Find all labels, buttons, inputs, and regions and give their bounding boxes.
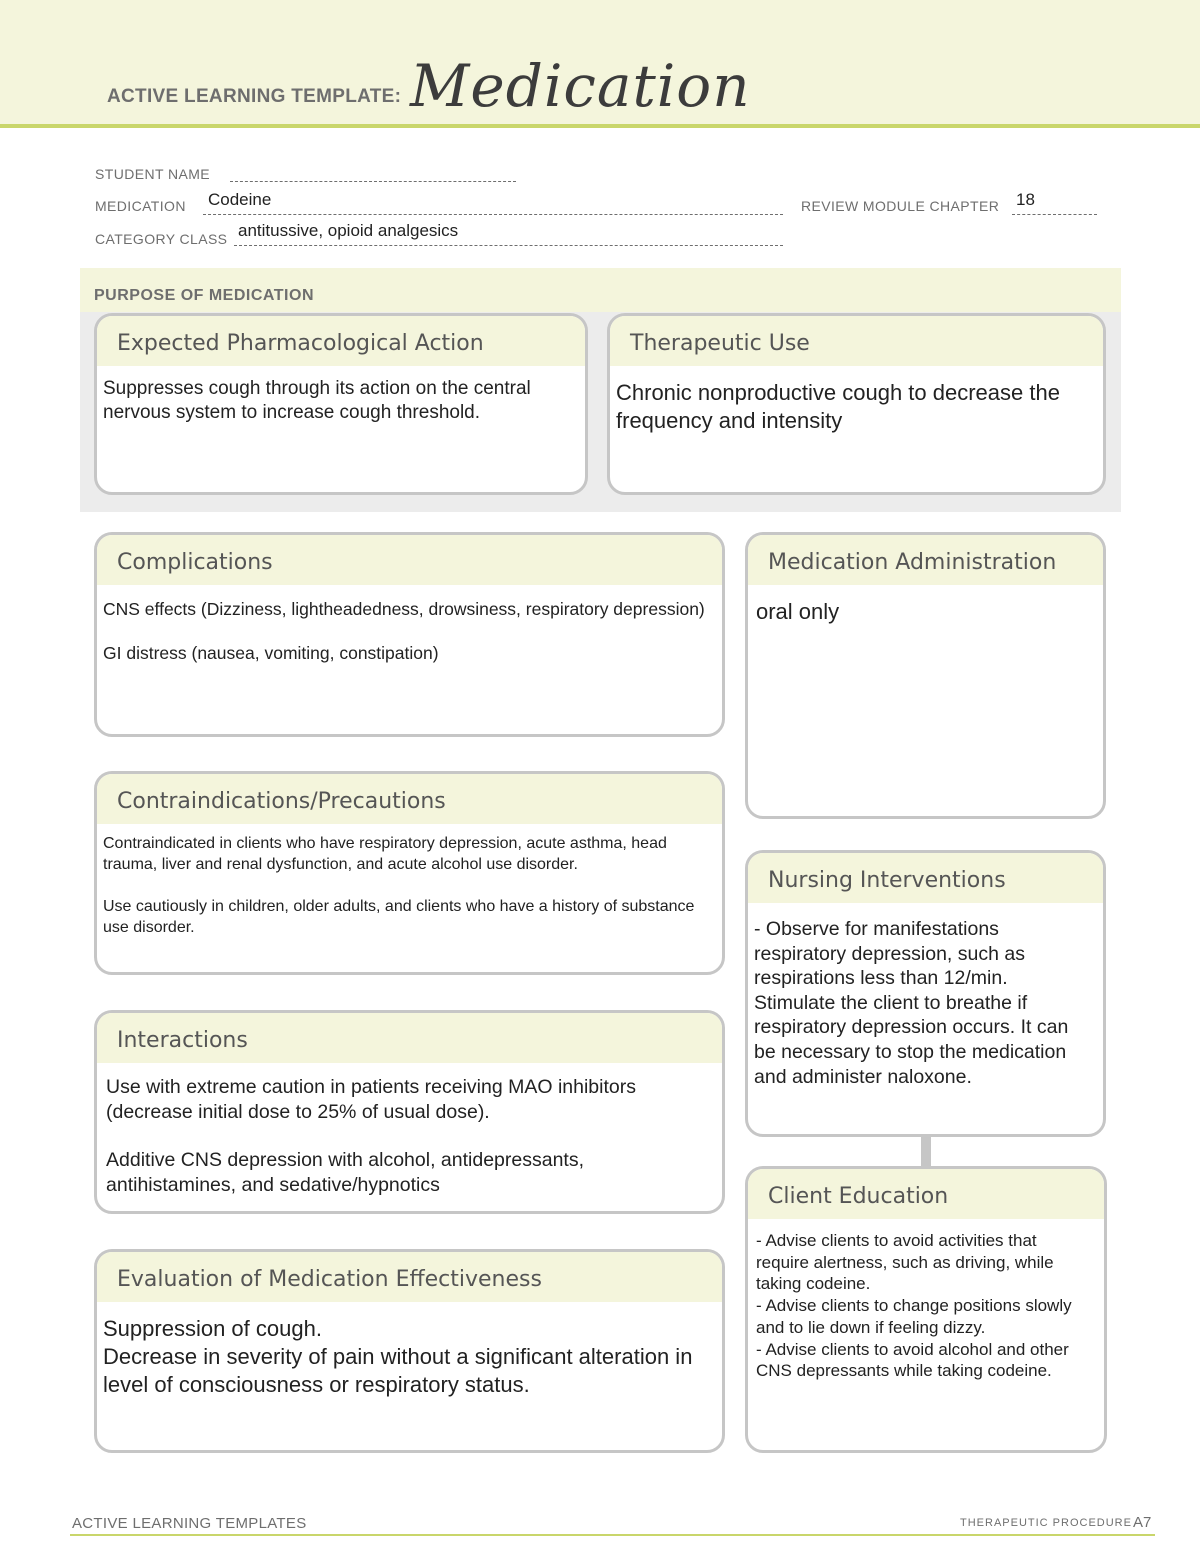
purpose-title: PURPOSE OF MEDICATION bbox=[94, 287, 314, 304]
category-label: CATEGORY CLASS bbox=[95, 231, 228, 247]
review-module-label: REVIEW MODULE CHAPTER bbox=[801, 198, 1000, 214]
evaluation-title: Evaluation of Medication Effectiveness bbox=[97, 1252, 722, 1302]
therapeutic-use-box bbox=[607, 313, 1106, 495]
student-name-line[interactable] bbox=[230, 181, 516, 182]
expected-action-box bbox=[94, 313, 588, 495]
client-education-text-2[interactable]: - Advise clients to change positions slowly and to lie down if feeling dizzy. bbox=[756, 1296, 1072, 1337]
review-module-value: 18 bbox=[1016, 190, 1035, 209]
therapeutic-use-title: Therapeutic Use bbox=[610, 316, 1103, 366]
review-module-line[interactable] bbox=[1012, 214, 1097, 215]
nursing-title: Nursing Interventions bbox=[748, 853, 1103, 903]
client-education-text-3[interactable]: - Advise clients to avoid alcohol and other CNS depressants while taking codeine. bbox=[756, 1339, 1069, 1381]
medication-value: Codeine bbox=[208, 190, 272, 209]
nursing-text[interactable]: - Observe for manifestations respiratory depression, such as respirations less than 12/min. Stimulate the client to breathe if respiratory depression occurs. It can be necessary to stop the medication and administer naloxone. bbox=[754, 918, 1069, 1088]
student-name-label: STUDENT NAME bbox=[95, 166, 210, 182]
category-value: antitussive, opioid analgesics bbox=[238, 221, 459, 240]
therapeutic-use-text[interactable]: Chronic nonproductive cough to decrease the frequency and intensity bbox=[616, 380, 1060, 433]
category-line[interactable] bbox=[234, 245, 783, 246]
footer-right: THERAPEUTIC PROCEDURE bbox=[960, 1517, 1132, 1529]
footer-line bbox=[70, 1534, 1155, 1536]
evaluation-box bbox=[94, 1249, 725, 1453]
administration-title: Medication Administration bbox=[748, 535, 1103, 585]
nursing-box bbox=[745, 850, 1106, 1137]
interactions-text-1[interactable]: Use with extreme caution in patients receiving MAO inhibitors (decrease initial dose to 25% of usual dose). bbox=[106, 1076, 636, 1123]
page-number: A7 bbox=[1133, 1514, 1152, 1531]
expected-action-text[interactable]: Suppresses cough through its action on the central nervous system to increase cough threshold. bbox=[103, 378, 531, 423]
page-title: Medication bbox=[410, 52, 751, 120]
footer-left: ACTIVE LEARNING TEMPLATES bbox=[72, 1515, 307, 1532]
template-label: ACTIVE LEARNING TEMPLATE: bbox=[107, 86, 402, 107]
client-education-box bbox=[745, 1166, 1107, 1453]
contraindications-title: Contraindications/Precautions bbox=[97, 774, 722, 824]
interactions-text-2[interactable]: Additive CNS depression with alcohol, antidepressants, antihistamines, and sedative/hypnotics bbox=[106, 1149, 585, 1196]
administration-text[interactable]: oral only bbox=[756, 599, 840, 624]
contraindications-text-2[interactable]: Use cautiously in children, older adults, and clients who have a history of substance use disorder. bbox=[103, 898, 695, 936]
evaluation-text-1[interactable]: Suppression of cough. bbox=[103, 1316, 322, 1341]
client-education-text-1[interactable]: - Advise clients to avoid activities that require alertness, such as driving, while taking codeine. bbox=[756, 1231, 1054, 1294]
contraindications-box bbox=[94, 771, 725, 975]
client-education-title: Client Education bbox=[748, 1169, 1104, 1219]
complications-title: Complications bbox=[97, 535, 722, 585]
administration-box bbox=[745, 532, 1106, 819]
evaluation-text-2[interactable]: Decrease in severity of pain without a significant alteration in level of consciousness or respiratory status. bbox=[103, 1344, 693, 1397]
expected-action-title: Expected Pharmacological Action bbox=[97, 316, 585, 366]
contraindications-text-1[interactable]: Contraindicated in clients who have respiratory depression, acute asthma, head trauma, liver and renal dysfunction, and acute alcohol use disorder. bbox=[103, 835, 667, 873]
interactions-box bbox=[94, 1010, 725, 1214]
medication-line[interactable] bbox=[203, 214, 783, 215]
complications-text-2[interactable]: GI distress (nausea, vomiting, constipation) bbox=[103, 643, 439, 663]
complications-text-1[interactable]: CNS effects (Dizziness, lightheadedness, drowsiness, respiratory depression) bbox=[103, 599, 705, 619]
interactions-title: Interactions bbox=[97, 1013, 722, 1063]
box-connector bbox=[921, 1136, 931, 1166]
complications-box bbox=[94, 532, 725, 737]
medication-label: MEDICATION bbox=[95, 198, 186, 214]
